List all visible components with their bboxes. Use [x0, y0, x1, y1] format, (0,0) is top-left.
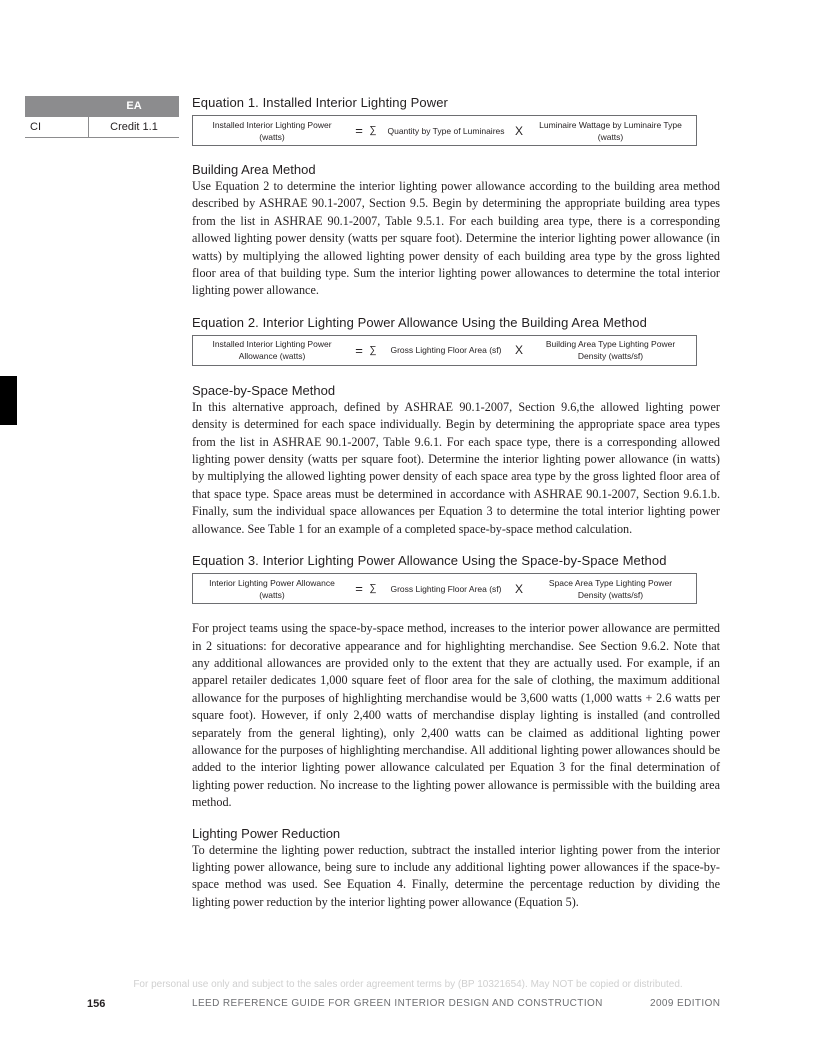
equation-3-term-1-line-1: Interior Lighting Power Allowance — [209, 577, 335, 588]
equation-3-term-1-line-2: (watts) — [259, 589, 285, 600]
credit-tab-row — [25, 117, 179, 138]
page-number: 156 — [87, 998, 106, 1010]
credit-label: Credit 1.1 — [110, 121, 158, 133]
equals-sign: = — [355, 342, 363, 358]
equation-1-term-1-line-2: (watts) — [259, 131, 285, 142]
equation-2-term-1-line-2: Allowance (watts) — [238, 351, 306, 362]
additional-allowance-paragraph: For project teams using the space-by-space method, increases to the interior power allowance are permitted in 2 situations: for decorative appearance and for highlighting merchandise. See Section 9.6.2. Note that any additional allowances are provided only to the extent that they are actually used. For example, if an apparel retailer dedicates 1,000 square feet of floor area for the sale of clothing, the maximum additional allowance for the purposes of highlighting merchandise would be 3,600 watts (1,000 watts + 2.6 watts per square foot). However, if only 2,400 watts of merchandise display lighting is installed (and controlled separately from the general lighting), only 2,400 watts can be claimed as additional lighting power allowance for the purposes of highlighting merchandise. All additional lighting power allowances should be added to the interior lighting power allowance calculated per Equation 3 for the final determination of lighting power reduction. No increase to the lighting power allowance is permissible with the building area method. — [192, 621, 720, 810]
sigma-symbol: ∑ — [369, 125, 377, 136]
equation-1-term-2: Quantity by Type of Luminaires — [387, 125, 505, 136]
equation-3-term-3-line-2: Density (watts/sf) — [577, 589, 644, 600]
lighting-power-reduction-heading: Lighting Power Reduction — [192, 825, 341, 841]
multiply-sign: X — [514, 343, 523, 358]
equation-3-term-3-line-1: Space Area Type Lighting Power — [548, 577, 673, 588]
lighting-power-reduction-paragraph: To determine the lighting power reduction, subtract the installed interior lighting power from the interior lighting power allowance, being sure to include any additional lighting power allowances if the space-by-space method was used. See Equation 4. Finally, determine the percentage reduction by dividing the lighting power reduction by the interior lighting power allowance (Equation 5). — [192, 842, 720, 909]
equation-3-box — [192, 573, 697, 604]
equation-2-title: Equation 2. Interior Lighting Power Allowance Using the Building Area Method — [192, 314, 647, 330]
multiply-sign: X — [514, 123, 523, 138]
equation-1-title: Equation 1. Installed Interior Lighting Power — [192, 95, 448, 110]
equation-2-term-2: Gross Lighting Floor Area (sf) — [390, 345, 502, 356]
building-area-method-heading: Building Area Method — [192, 162, 316, 177]
running-title: LEED REFERENCE GUIDE FOR GREEN INTERIOR DESIGN AND CONSTRUCTION — [192, 998, 603, 1009]
equation-1-term-3-line-2: (watts) — [597, 131, 624, 142]
equation-3-term-2: Gross Lighting Floor Area (sf) — [390, 583, 502, 594]
equation-1-term-1-line-1: Installed Interior Lighting Power — [212, 119, 332, 130]
sigma-symbol: ∑ — [369, 583, 377, 595]
equation-2-box — [192, 335, 697, 366]
multiply-sign: X — [514, 581, 523, 596]
space-by-space-method-paragraph: In this alternative approach, defined by ASHRAE 90.1-2007, Section 9.6,the allowed lighting power density is determined for each space individually. Begin by determining the appropriate space area types from the list in ASHRAE 90.1-2007, Table 9.6.1. For each space type, there is a corresponding allowed lighting power density (watts per square foot). Determine the interior lighting power allowance (in watts) by multiplying the allowed lighting power density of each space area type by the gross lighted floor area of that space type. Space areas must be determined in accordance with ASHRAE 90.1-2007, Section 9.6.1.b. Finally, sum the individual space allowances per Equation 3 to determine the total interior lighting power allowance. See Table 1 for an example of a completed space-by-space method calculation. — [192, 399, 720, 536]
equation-3-term-3 — [525, 577, 696, 601]
equation-3-term-1 — [193, 577, 351, 601]
edition-label: 2009 EDITION — [650, 998, 721, 1009]
equals-sign: = — [355, 581, 363, 597]
equation-2-term-3-line-2: Density (watts/sf) — [577, 351, 644, 362]
equation-2-term-1 — [193, 338, 351, 362]
building-area-method-paragraph: Use Equation 2 to determine the interior lighting power allowance according to the building area method described by ASHRAE 90.1-2007, Section 9.5. Begin by determining the appropriate building area types from the list in ASHRAE 90.1-2007, Table 9.5.1. For each building area type, there is a corresponding allowed lighting power density (watts per square foot). Determine the interior lighting power allowance (in watts) by multiplying the allowed lighting power density of each building area type by the gross lighted floor area of that building type. Sum the interior lighting power allowances to determine the total interior lighting power allowance. — [192, 179, 720, 298]
usage-notice: For personal use only and subject to the sales order agreement terms by (BP 10321654). May NOT be copied or distributed. — [133, 979, 683, 990]
equation-1-term-3 — [525, 119, 696, 143]
space-by-space-method-heading: Space-by-Space Method — [192, 382, 336, 398]
equation-2-term-3 — [525, 338, 696, 362]
equation-1-term-3-line-1: Luminaire Wattage by Luminaire Type — [539, 119, 682, 130]
rating-system-label: CI — [25, 117, 89, 137]
sigma-symbol: ∑ — [369, 344, 377, 356]
equation-1-term-1 — [193, 119, 351, 143]
equation-2-term-1-line-1: Installed Interior Lighting Power — [212, 339, 332, 350]
equation-1-box — [192, 115, 697, 146]
equals-sign: = — [355, 123, 363, 138]
equation-3-title: Equation 3. Interior Lighting Power Allowance Using the Space-by-Space Method — [192, 553, 667, 569]
main-content — [192, 95, 720, 911]
credit-tab-table — [25, 96, 179, 138]
section-thumb-tab — [0, 376, 17, 425]
equation-2-term-3-line-1: Building Area Type Lighting Power — [545, 339, 676, 350]
credit-tab-header — [25, 96, 179, 117]
category-label: EA — [126, 100, 142, 112]
